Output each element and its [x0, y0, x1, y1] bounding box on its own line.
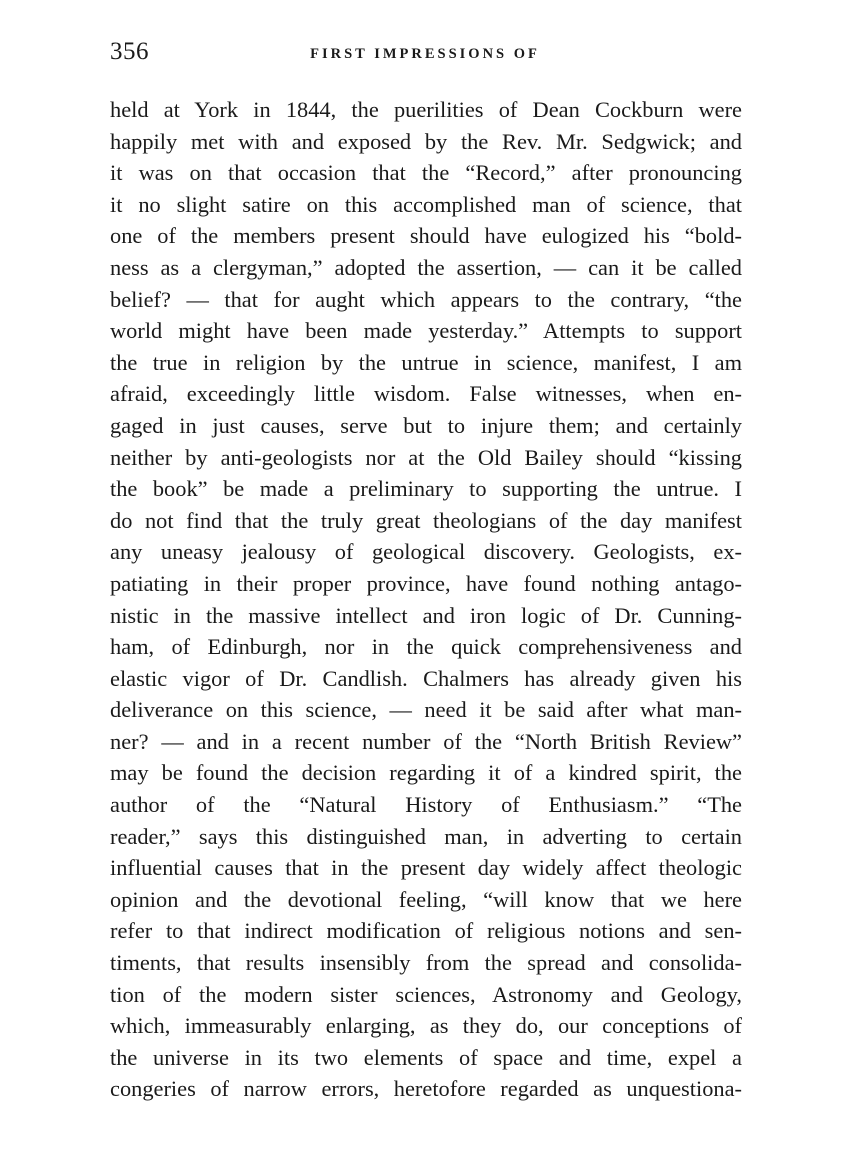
text-line: ner? — and in a recent number of the “North British Review”	[110, 728, 742, 754]
page-number: 356	[110, 38, 149, 65]
text-line: deliverance on this science, — need it be said after what man-	[110, 697, 742, 723]
text-line: do not find that the truly great theologians of the day manifest	[110, 507, 742, 533]
text-line: happily met with and exposed by the Rev. Mr. Sedgwick; and	[110, 128, 742, 154]
text-line: afraid, exceedingly little wisdom. False witnesses, when en-	[110, 381, 742, 407]
text-line: nistic in the massive intellect and iron logic of Dr. Cunning-	[110, 602, 742, 628]
text-line: which, immeasurably enlarging, as they do, our conceptions of	[110, 1013, 742, 1039]
text-line: tion of the modern sister sciences, Astronomy and Geology,	[110, 981, 742, 1007]
text-line: opinion and the devotional feeling, “will know that we here	[110, 886, 742, 912]
text-line: refer to that indirect modification of religious notions and sen-	[110, 918, 742, 944]
text-line: elastic vigor of Dr. Candlish. Chalmers has already given his	[110, 665, 742, 691]
text-line: it was on that occasion that the “Record,” after pronouncing	[110, 160, 742, 186]
page-header	[110, 38, 740, 74]
text-line: the true in religion by the untrue in science, manifest, I am	[110, 349, 742, 375]
text-line: ness as a clergyman,” adopted the assertion, — can it be called	[110, 254, 742, 280]
running-head: FIRST IMPRESSIONS OF	[310, 46, 540, 62]
text-line: patiating in their proper province, have found nothing antago-	[110, 570, 742, 596]
text-line: world might have been made yesterday.” Attempts to support	[110, 318, 742, 344]
text-line: held at York in 1844, the puerilities of Dean Cockburn were	[110, 97, 742, 122]
text-line: the book” be made a preliminary to supporting the untrue. I	[110, 476, 742, 502]
text-line: congeries of narrow errors, heretofore regarded as unquestiona-	[110, 1076, 742, 1102]
text-line: it no slight satire on this accomplished man of science, that	[110, 191, 742, 217]
text-line: may be found the decision regarding it of a kindred spirit, the	[110, 760, 742, 786]
text-line: ham, of Edinburgh, nor in the quick comprehensiveness and	[110, 634, 742, 660]
text-line: neither by anti-geologists nor at the Old Bailey should “kissing	[110, 444, 742, 470]
text-line: timents, that results insensibly from the spread and consolida-	[110, 950, 742, 976]
text-line: any uneasy jealousy of geological discovery. Geologists, ex-	[110, 539, 742, 565]
body-text	[110, 94, 742, 1105]
text-line: influential causes that in the present day widely affect theologic	[110, 855, 742, 881]
text-line: belief? — that for aught which appears to the contrary, “the	[110, 286, 742, 312]
text-line: gaged in just causes, serve but to injure them; and certainly	[110, 412, 742, 438]
text-line: reader,” says this distinguished man, in adverting to certain	[110, 823, 742, 849]
text-line: the universe in its two elements of space and time, expel a	[110, 1044, 742, 1070]
text-line: one of the members present should have eulogized his “bold-	[110, 223, 742, 249]
text-line: author of the “Natural History of Enthusiasm.” “The	[110, 792, 742, 818]
